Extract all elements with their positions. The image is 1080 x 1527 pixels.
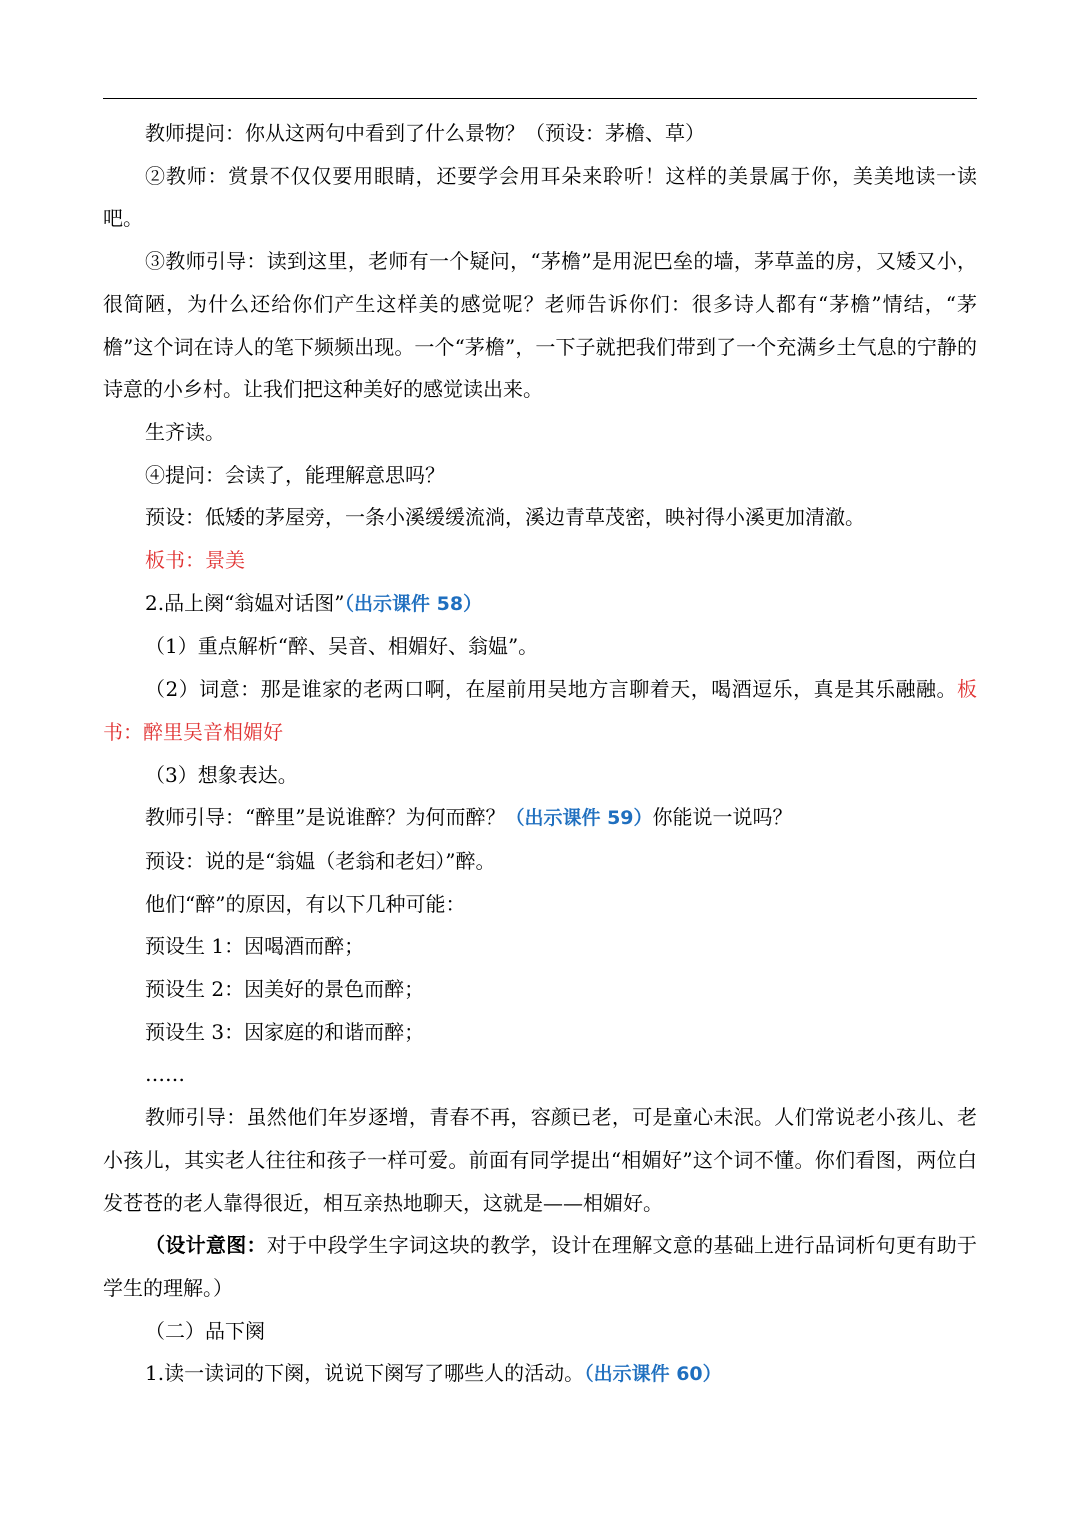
paragraph-design-intent: （设计意图：对于中段学生字词这块的教学，设计在理解文意的基础上进行品词析句更有助于学生的理解。） [103, 1233, 978, 1300]
courseware-ref: （出示课件 60） [584, 1363, 722, 1386]
board-note: 板书：醉里吴音相媚好 [103, 677, 977, 744]
paragraph-teacher-listen: ②教师：赏景不仅仅要用眼睛，还要学会用耳朵来聆听！这样的美景属于你，美美地读一读吧。 [103, 163, 977, 231]
paragraph-ellipsis: …… [145, 1062, 185, 1087]
paragraph-teacher-guide-maoyan: ③教师引导：读到这里，老师有一个疑问，“茅檐”是用泥巴垒的墙，茅草盖的房，又矮又小，很简陋，为什么还给你们产生这样美的感觉呢？老师告诉你们：很多诗人都有“茅檐”情结，“茅檐”这个词在诗人的笔下频频出现。一个“茅檐”，一下子就把我们带到了一个充满乡土气息的宁静的诗意的小乡村。让我们把这种美好的感觉读出来。 [103, 249, 977, 402]
paragraph-preset-2: 预设生 2：因美好的景色而醉； [145, 977, 425, 1002]
header-rule [103, 98, 977, 99]
board-note: 板书：景美 [145, 548, 245, 573]
paragraph-teacher-guide-zuili: 教师引导：“醉里”是说谁醉？为何而醉？（出示课件 59）你能说一说吗？ [145, 805, 793, 830]
paragraph-ask-meaning: ④提问：会读了，能理解意思吗？ [145, 462, 445, 487]
paragraph-preset-3: 预设生 3：因家庭的和谐而醉； [145, 1019, 425, 1044]
courseware-ref: （出示课件 58） [344, 592, 483, 615]
paragraph-board-jingmei [103, 539, 977, 582]
paragraph-section-2: 2.品上阕“翁媪对话图”（出示课件 58） [145, 590, 483, 615]
paragraph-question: 教师提问：你从这两句中看到了什么景物？（预设：茅檐、草） [145, 121, 705, 145]
design-intent-label: （设计意图： [145, 1233, 267, 1258]
paragraph-preset-1: 预设生 1：因喝酒而醉； [145, 934, 365, 959]
paragraph-imagine: （3）想象表达。 [145, 762, 298, 787]
paragraph-preset-meaning: 预设：低矮的茅屋旁，一条小溪缓缓流淌，溪边青草茂密，映衬得小溪更加清澈。 [145, 505, 865, 530]
paragraph-read-together: 生齐读。 [145, 419, 225, 444]
paragraph-section-lower: （二）品下阕 [145, 1318, 265, 1343]
paragraph-preset-wengao: 预设：说的是“翁媪（老翁和老妇）”醉。 [145, 848, 496, 873]
paragraph-key-words: （1）重点解析“醉、吴音、相媚好、翁媪”。 [145, 634, 539, 659]
paragraph-section-lower-1: 1.读一读词的下阕，说说下阕写了哪些人的活动。（出示课件 60） [145, 1361, 722, 1386]
paragraph-teacher-guide-xiangmeihao: 教师引导：虽然他们年岁逐增，青春不再，容颜已老，可是童心未泯。人们常说老小孩儿、老小孩儿，其实老人往往和孩子一样可爱。前面有同学提出“相媚好”这个词不懂。你们看图，两位白发苍苍的老人靠得很近，相互亲热地聊天，这就是——相媚好。 [103, 1105, 977, 1215]
lesson-content [103, 112, 977, 1396]
paragraph-word-meaning: （2）词意：那是谁家的老两口啊，在屋前用吴地方言聊着天，喝酒逗乐，真是其乐融融。板书：醉里吴音相媚好 [103, 677, 977, 744]
paragraph-reasons: 他们“醉”的原因，有以下几种可能： [145, 891, 466, 916]
courseware-ref: （出示课件 59） [505, 807, 653, 830]
